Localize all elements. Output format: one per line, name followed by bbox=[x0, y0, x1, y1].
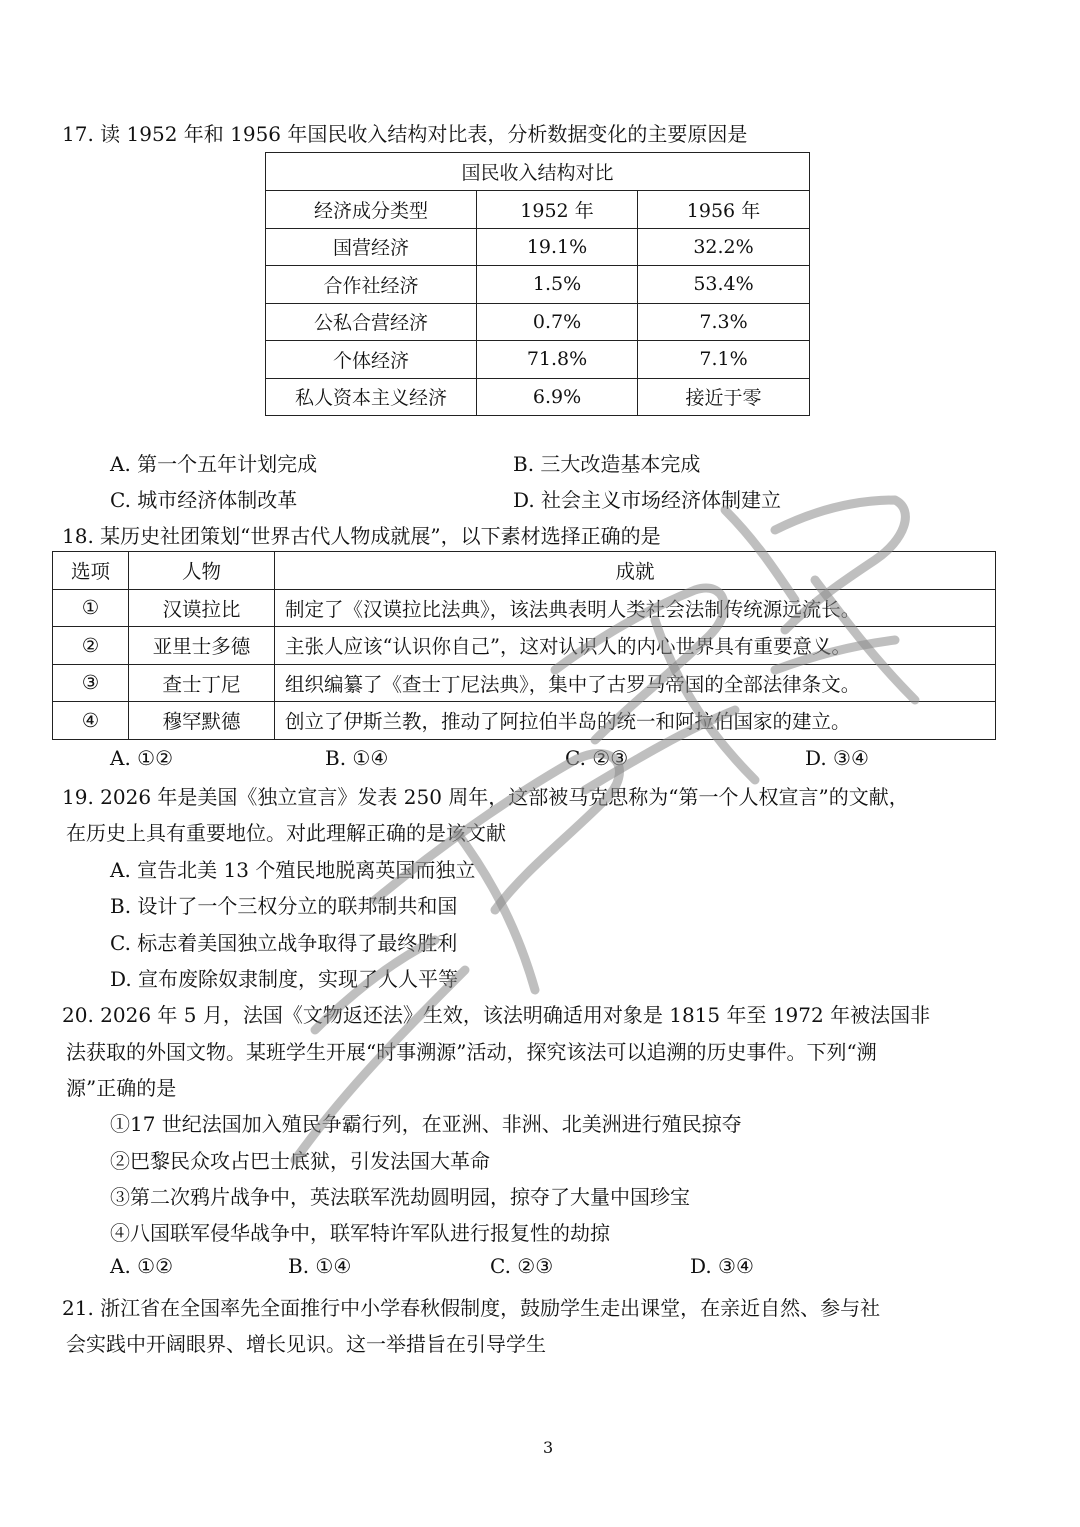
q18-header-cell: 选项 bbox=[53, 552, 129, 590]
q18-stem: 18. 某历史社团策划“世界古代人物成就展”，以下素材选择正确的是 bbox=[62, 524, 661, 548]
table-cell: 19.1% bbox=[477, 228, 638, 266]
q17-option-a: A. 第一个五年计划完成 bbox=[110, 452, 318, 476]
q17-table-caption: 国民收入结构对比 bbox=[266, 153, 810, 191]
q17-table-header bbox=[266, 191, 810, 229]
table-cell: 1.5% bbox=[477, 266, 638, 304]
q17-header-cell: 1952 年 bbox=[477, 191, 638, 229]
q18-header-cell: 成就 bbox=[275, 552, 996, 590]
table-cell: 6.9% bbox=[477, 378, 638, 416]
q18-option-c: C. ②③ bbox=[565, 746, 629, 770]
q17-option-b: B. 三大改造基本完成 bbox=[513, 452, 701, 476]
table-cell: 主张人应该“认识你自己”，这对认识人的内心世界具有重要意义。 bbox=[275, 627, 996, 665]
table-row bbox=[266, 228, 810, 266]
table-cell: 0.7% bbox=[477, 303, 638, 341]
table-cell: ③ bbox=[53, 664, 129, 702]
table-row bbox=[266, 341, 810, 379]
q18-option-b: B. ①④ bbox=[325, 746, 389, 770]
table-cell: 32.2% bbox=[638, 228, 810, 266]
table-row bbox=[53, 589, 996, 627]
q21-stem-line2: 会实践中开阔眼界、增长见识。这一举措旨在引导学生 bbox=[66, 1332, 546, 1356]
table-cell: 亚里士多德 bbox=[129, 627, 275, 665]
table-cell: 71.8% bbox=[477, 341, 638, 379]
q20-option-b: B. ①④ bbox=[288, 1254, 352, 1278]
q19-option-d: D. 宣布废除奴隶制度，实现了人人平等 bbox=[110, 967, 459, 991]
q17-table bbox=[265, 152, 810, 416]
q17-header-cell: 1956 年 bbox=[638, 191, 810, 229]
q20-item-3: ③第二次鸦片战争中，英法联军洗劫圆明园，掠夺了大量中国珍宝 bbox=[110, 1185, 690, 1209]
table-cell: 53.4% bbox=[638, 266, 810, 304]
q17-stem: 17. 读 1952 年和 1956 年国民收入结构对比表，分析数据变化的主要原因是 bbox=[62, 122, 748, 146]
q20-option-c: C. ②③ bbox=[490, 1254, 554, 1278]
q20-item-1: ①17 世纪法国加入殖民争霸行列，在亚洲、非洲、北美洲进行殖民掠夺 bbox=[110, 1112, 742, 1136]
table-cell: 创立了伊斯兰教，推动了阿拉伯半岛的统一和阿拉伯国家的建立。 bbox=[275, 702, 996, 740]
table-row bbox=[53, 702, 996, 740]
q19-stem-line1: 19. 2026 年是美国《独立宣言》发表 250 周年，这部被马克思称为“第一个人权宣言”的文献， bbox=[62, 785, 909, 809]
table-cell: 汉谟拉比 bbox=[129, 589, 275, 627]
table-cell: ① bbox=[53, 589, 129, 627]
q18-table-header bbox=[53, 552, 996, 590]
table-cell: 制定了《汉谟拉比法典》，该法典表明人类社会法制传统源远流长。 bbox=[275, 589, 996, 627]
q20-stem-line2: 法获取的外国文物。某班学生开展“时事溯源”活动，探究该法可以追溯的历史事件。下列“溯 bbox=[66, 1040, 877, 1064]
table-cell: 公私合营经济 bbox=[266, 303, 477, 341]
q20-stem-line1: 20. 2026 年 5 月，法国《文物返还法》生效，该法明确适用对象是 1815 年至 1972 年被法国非 bbox=[62, 1003, 931, 1027]
table-row bbox=[266, 266, 810, 304]
q19-option-a: A. 宣告北美 13 个殖民地脱离英国而独立 bbox=[110, 858, 476, 882]
table-cell: 国营经济 bbox=[266, 228, 477, 266]
q20-option-a: A. ①② bbox=[110, 1254, 174, 1278]
q19-option-b: B. 设计了一个三权分立的联邦制共和国 bbox=[110, 894, 458, 918]
table-cell: 7.3% bbox=[638, 303, 810, 341]
q17-option-c: C. 城市经济体制改革 bbox=[110, 488, 298, 512]
table-cell: 查士丁尼 bbox=[129, 664, 275, 702]
table-row bbox=[266, 378, 810, 416]
table-cell: 合作社经济 bbox=[266, 266, 477, 304]
q18-header-cell: 人物 bbox=[129, 552, 275, 590]
table-row bbox=[53, 627, 996, 665]
table-cell: 个体经济 bbox=[266, 341, 477, 379]
table-cell: 私人资本主义经济 bbox=[266, 378, 477, 416]
table-row bbox=[53, 664, 996, 702]
table-cell: 组织编纂了《查士丁尼法典》，集中了古罗马帝国的全部法律条文。 bbox=[275, 664, 996, 702]
q18-table bbox=[52, 551, 996, 740]
table-cell: ④ bbox=[53, 702, 129, 740]
q18-option-d: D. ③④ bbox=[805, 746, 869, 770]
q20-item-2: ②巴黎民众攻占巴士底狱，引发法国大革命 bbox=[110, 1149, 490, 1173]
q21-stem-line1: 21. 浙江省在全国率先全面推行中小学春秋假制度，鼓励学生走出课堂，在亲近自然、参与社 bbox=[62, 1296, 881, 1320]
q20-option-d: D. ③④ bbox=[690, 1254, 754, 1278]
page-number: 3 bbox=[543, 1438, 554, 1457]
q18-option-a: A. ①② bbox=[110, 746, 174, 770]
table-cell: 穆罕默德 bbox=[129, 702, 275, 740]
table-cell: ② bbox=[53, 627, 129, 665]
q20-stem-line3: 源”正确的是 bbox=[66, 1076, 177, 1100]
table-cell: 7.1% bbox=[638, 341, 810, 379]
q19-option-c: C. 标志着美国独立战争取得了最终胜利 bbox=[110, 931, 458, 955]
q17-option-d: D. 社会主义市场经济体制建立 bbox=[513, 488, 782, 512]
q19-stem-line2: 在历史上具有重要地位。对此理解正确的是该文献 bbox=[66, 821, 506, 845]
q20-item-4: ④八国联军侵华战争中，联军特许军队进行报复性的劫掠 bbox=[110, 1221, 610, 1245]
q17-header-cell: 经济成分类型 bbox=[266, 191, 477, 229]
table-row bbox=[266, 303, 810, 341]
table-cell: 接近于零 bbox=[638, 378, 810, 416]
